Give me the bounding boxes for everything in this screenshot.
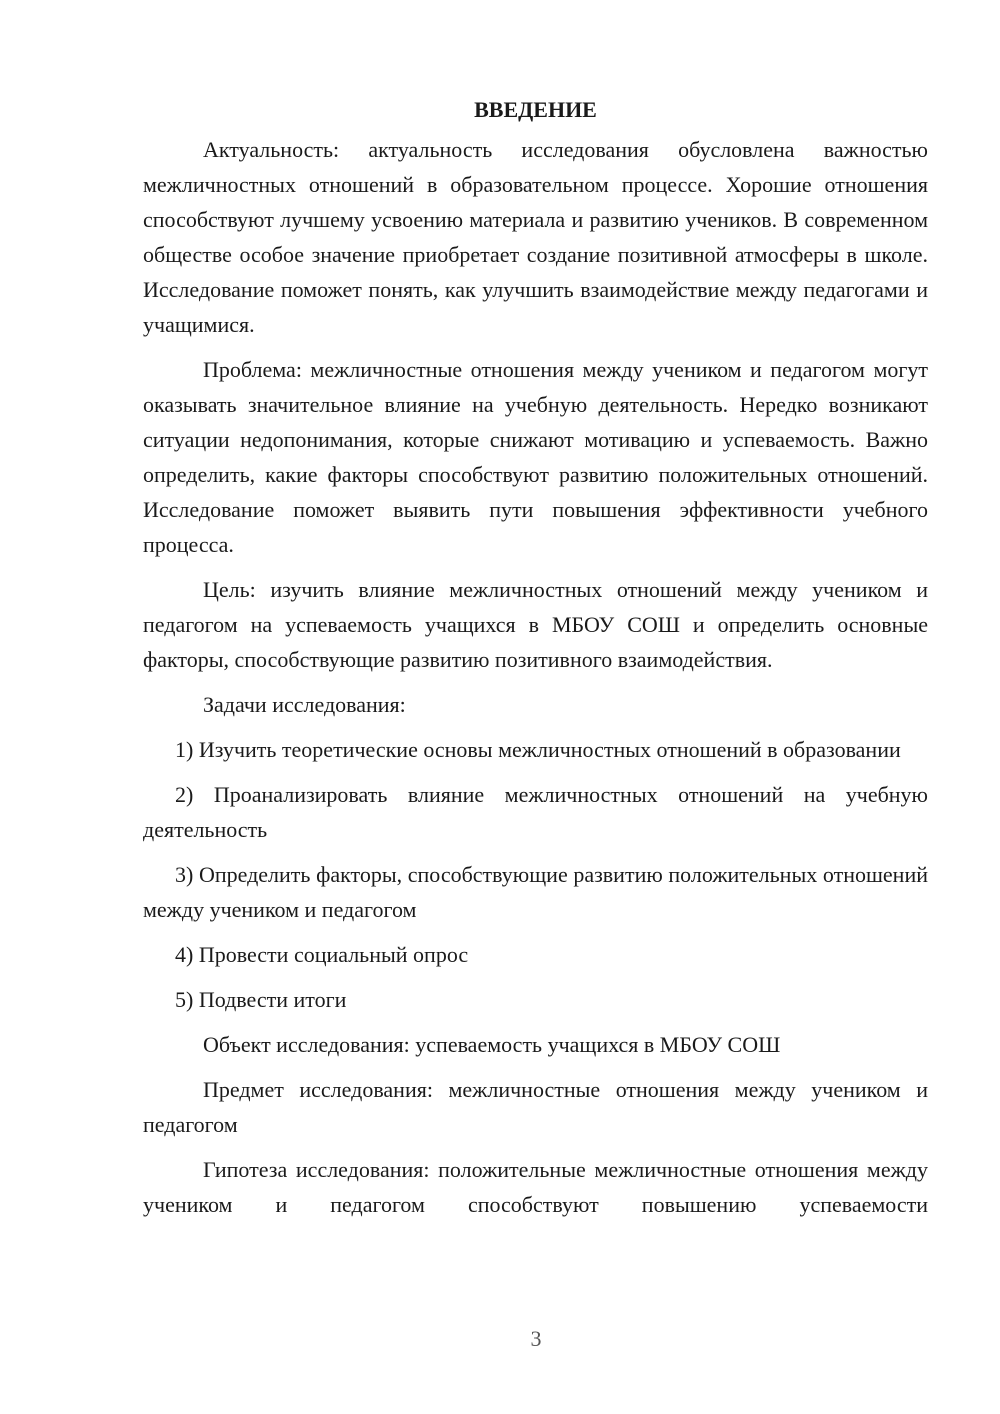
task-item-4: 4) Провести социальный опрос bbox=[175, 942, 469, 967]
relevance-paragraph: Актуальность: актуальность исследования обусловлена важностью межличностных отношений в образовательном процессе. Хорошие отношения способствуют лучшему усвоению материала и развитию учеников. В современном обществе особое значение приобретает создание позитивной атмосферы в школе. Исследование поможет понять, как улучшить взаимодействие между педагогами и учащимися. bbox=[143, 137, 928, 337]
section-heading: ВВЕДЕНИЕ bbox=[474, 97, 597, 122]
page-content bbox=[143, 88, 928, 1232]
goal-paragraph: Цель: изучить влияние межличностных отношений между учеником и педагогом на успеваемость учащихся в МБОУ СОШ и определить основные факторы, способствующие развитию позитивного взаимодействия. bbox=[143, 577, 928, 672]
hypothesis-paragraph: Гипотеза исследования: положительные межличностные отношения между учеником и педагогом способствуют повышению успеваемости bbox=[143, 1157, 928, 1217]
task-item-2: 2) Проанализировать влияние межличностных отношений на учебную деятельность bbox=[143, 782, 928, 842]
task-item-1: 1) Изучить теоретические основы межличностных отношений в образовании bbox=[175, 737, 901, 762]
object-paragraph: Объект исследования: успеваемость учащихся в МБОУ СОШ bbox=[203, 1032, 781, 1057]
task-item-5: 5) Подвести итоги bbox=[175, 987, 347, 1012]
page-number: 3 bbox=[530, 1326, 542, 1351]
tasks-title: Задачи исследования: bbox=[203, 692, 406, 717]
task-item-3: 3) Определить факторы, способствующие развитию положительных отношений между учеником и педагогом bbox=[143, 862, 928, 922]
problem-paragraph: Проблема: межличностные отношения между учеником и педагогом могут оказывать значительное влияние на учебную деятельность. Нередко возникают ситуации недопонимания, которые снижают мотивацию и успеваемость. Важно определить, какие факторы способствуют развитию положительных отношений. Исследование поможет выявить пути повышения эффективности учебного процесса. bbox=[143, 357, 928, 557]
subject-paragraph: Предмет исследования: межличностные отношения между учеником и педагогом bbox=[143, 1077, 928, 1137]
